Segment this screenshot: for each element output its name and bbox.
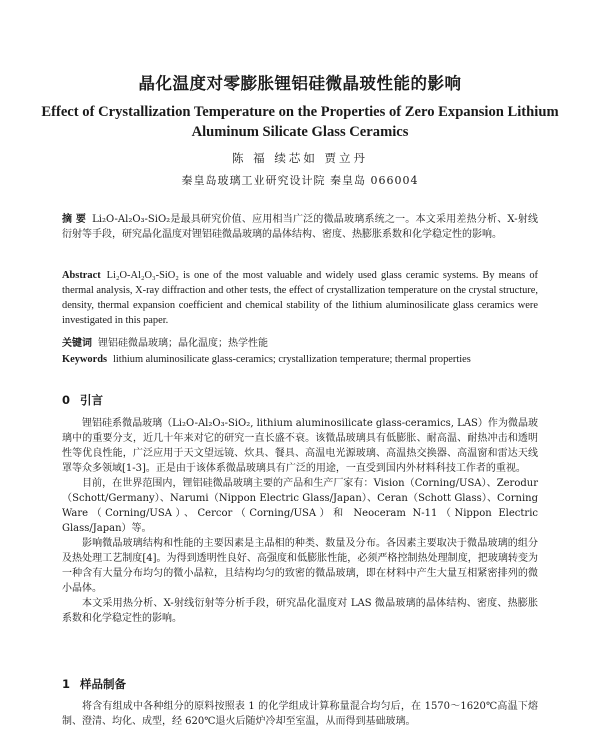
- section-1-title: 样品制备: [80, 677, 126, 691]
- abstract-en: [62, 268, 538, 328]
- abstract-cn-text: Li₂O-Al₂O₃-SiO₂是最具研究价值、应用相当广泛的微晶玻璃系统之一。本文采用差热分析、X-射线衍射等手段，研究晶化温度对锂铝硅微晶玻璃的晶体结构、密度、热膨胀系数和化学稳定性的影响。: [62, 214, 539, 240]
- section-1-body: [62, 699, 538, 729]
- author-list: 陈 福 续芯如 贾立丹: [232, 151, 368, 165]
- paragraph: 目前，在世界范围内，锂铝硅微晶玻璃主要的产品和生产厂家有：Vision（Corning/USA）、Zerodur（Schott/Germany）、Narumi（Nippon Electric Glass/Japan）、Ceran（Schott Glass）、Corning Ware（Corning/USA）、Cercor（Corning/USA）和 Neoceram N-11（Nippon Electric Glass/Japan）等。: [62, 478, 538, 534]
- abstract-en-text: Li₂O-Al₂O₃-SiO₂ is one of the most valuable and widely used glass ceramic systems. By means of thermal analysis, X-ray diffraction and other tests, the effect of crystallization temperature on the crystal structure, density, thermal expansion coefficient and chemical stability of the lithium aluminosilicate glass ceramics were investigated in this paper.: [62, 270, 538, 326]
- section-0-heading: [62, 392, 538, 408]
- paragraph: 锂铝硅系微晶玻璃（Li₂O-Al₂O₃-SiO₂, lithium aluminosilicate glass-ceramics, LAS）作为微晶玻璃中的重要分支，近几十年来对它的研究一直长盛不衰。该微晶玻璃具有低膨胀、耐高温、耐热冲击和透明性等优良性能，广泛应用于天文望远镜、炊具、餐具、高温电光源玻璃、高温热交换器、高温窗和雷达天线罩等众多领域[1-3]。正是由于该体系微晶玻璃具有广泛的用途，一直受到国内外材料科技工作者的重视。: [62, 418, 538, 474]
- abstract-en-label: Abstract: [62, 270, 101, 281]
- paper-title-cn: 晶化温度对零膨胀锂铝硅微晶玻性能的影响: [138, 74, 462, 93]
- paper-title-en: Effect of Crystallization Temperature on the Properties of Zero Expansion Lithium Aluminum Silicate Glass Ceramics: [41, 104, 559, 140]
- paragraph: 将含有组成中各种组分的原料按照表 1 的化学组成计算称量混合均匀后，在 1570～1620℃高温下熔制、澄清、均化、成型，经 620℃退火后随炉冷却至室温，从而得到基础玻璃。: [62, 701, 538, 727]
- affiliation: 秦皇岛玻璃工业研究设计院 秦皇岛 066004: [181, 174, 419, 187]
- keywords-en-label: Keywords: [62, 354, 108, 365]
- section-0-number: 0: [62, 393, 71, 407]
- keywords-cn-text: 锂铝硅微晶玻璃；晶化温度；热学性能: [98, 338, 268, 349]
- section-1-number: 1: [62, 677, 71, 691]
- keywords-en-text: lithium aluminosilicate glass-ceramics; crystallization temperature; thermal properties: [113, 354, 471, 365]
- section-0-body: [62, 416, 538, 626]
- keywords-cn: [62, 336, 538, 351]
- paragraph: 本文采用热分析、X-射线衍射等分析手段，研究晶化温度对 LAS 微晶玻璃的晶体结构、密度、热膨胀系数和化学稳定性的影响。: [62, 598, 538, 624]
- section-1-heading: [62, 676, 538, 692]
- abstract-cn-label: 摘 要: [62, 214, 87, 225]
- abstract-cn: [62, 212, 538, 242]
- keywords-en: [62, 352, 538, 367]
- paragraph: 影响微晶玻璃结构和性能的主要因素是主晶相的种类、数量及分布。各因素主要取决于微晶玻璃的组分及热处理工艺制度[4]。为得到透明性良好、高强度和低膨胀性能，必须严格控制热处理制度，把玻璃转变为一种含有大量分布均匀的微小晶粒，且结构均匀的致密的微晶玻璃，即在材料中产生大量互相紧密排列的微小晶体。: [62, 538, 538, 594]
- keywords-cn-label: 关键词: [62, 338, 92, 349]
- section-0-title: 引言: [80, 393, 103, 407]
